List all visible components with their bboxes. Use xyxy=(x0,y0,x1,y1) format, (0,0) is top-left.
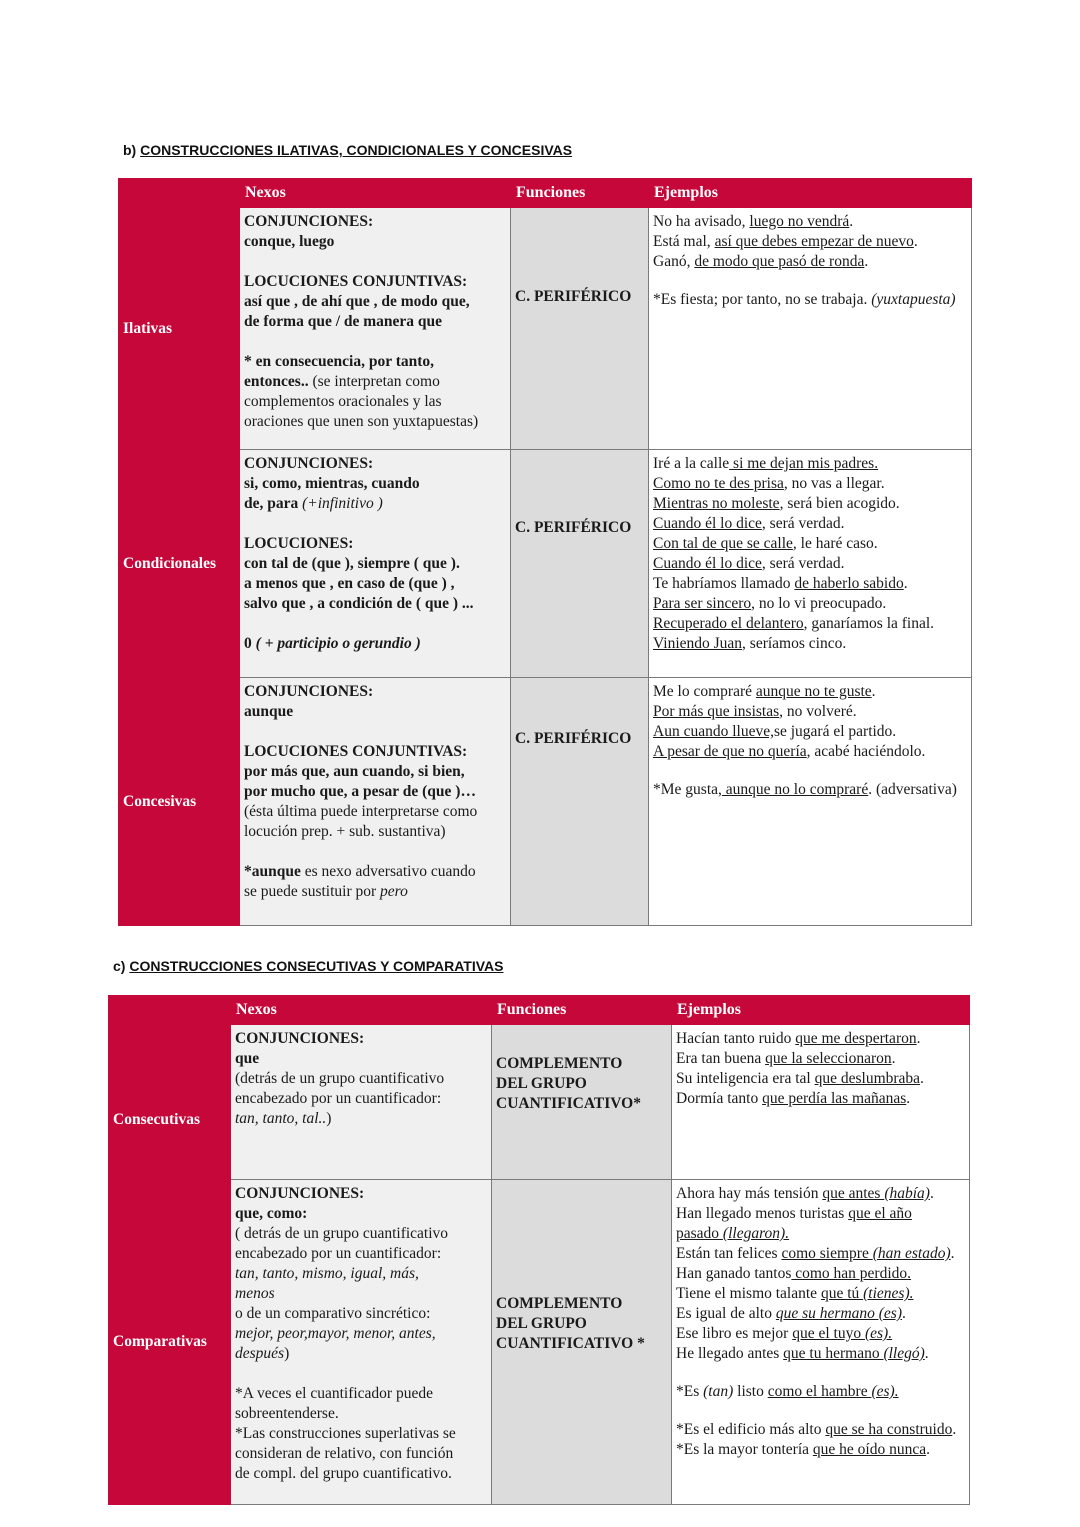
table-row-condicionales xyxy=(119,450,972,678)
row-label-comparativas: Comparativas xyxy=(109,1180,231,1505)
example-line: *Es fiesta; por tanto, no se trabaja. (yuxtapuesta) xyxy=(653,291,956,308)
loc-title: LOCUCIONES CONJUNTIVAS: xyxy=(244,273,468,290)
conj-note-italic: después xyxy=(235,1345,285,1362)
note-line: * en consecuencia, por tanto, xyxy=(244,353,435,370)
header-funciones: Funciones xyxy=(492,996,672,1025)
header-funciones: Funciones xyxy=(511,179,649,208)
funcion-line: CUANTIFICATIVO * xyxy=(496,1335,645,1352)
funcion-line: DEL GRUPO xyxy=(496,1315,587,1332)
ejemplos-consecutivas xyxy=(672,1025,970,1180)
row-label-ilativas: Ilativas xyxy=(119,208,240,450)
example-line: Su inteligencia era tal que deslumbraba. xyxy=(676,1070,924,1087)
section-c-title xyxy=(113,958,504,974)
example-line: *Es la mayor tontería que he oído nunca. xyxy=(676,1441,930,1458)
example-line: He llegado antes que tu hermano (llegó). xyxy=(676,1345,929,1362)
conj-list: aunque xyxy=(244,703,294,720)
example-line: Dormía tanto que perdía las mañanas. xyxy=(676,1090,911,1107)
section-b-heading: CONSTRUCCIONES ILATIVAS, CONDICIONALES Y CONCESIVAS xyxy=(140,142,573,158)
funcion-line: CUANTIFICATIVO* xyxy=(496,1095,641,1112)
loc-line: a menos que , en caso de (que ) , xyxy=(244,575,455,592)
conj-line: de, para xyxy=(244,495,299,512)
paren-note: locución prep. + sub. sustantiva) xyxy=(244,823,446,840)
example-line: Por más que insistas, no volveré. xyxy=(653,703,857,720)
table-consecutivas-comparativas xyxy=(108,995,970,1505)
funcion-line: COMPLEMENTO xyxy=(496,1295,623,1312)
ejemplos-ilativas xyxy=(649,208,972,450)
row-label-consecutivas: Consecutivas xyxy=(109,1025,231,1180)
example-line: Te habríamos llamado de haberlo sabido. xyxy=(653,575,908,592)
example-line: Está mal, así que debes empezar de nuevo. xyxy=(653,233,918,250)
nexos-comparativas xyxy=(231,1180,492,1505)
example-line: Están tan felices como siempre (han estado). xyxy=(676,1245,955,1262)
section-c-prefix: c) xyxy=(113,958,126,974)
example-line: Como no te des prisa, no vas a llegar. xyxy=(653,475,885,492)
example-line: Era tan buena que la seleccionaron. xyxy=(676,1050,896,1067)
example-line: Mientras no moleste, será bien acogido. xyxy=(653,495,900,512)
section-b-title xyxy=(123,142,572,158)
example-line: *Es (tan) listo como el hambre (es). xyxy=(676,1383,899,1400)
example-line: Recuperado el delantero, ganaríamos la final. xyxy=(653,615,935,632)
example-line: Es igual de alto que su hermano (es). xyxy=(676,1305,906,1322)
conj-note-italic: mejor, peor,mayor, menor, antes, xyxy=(235,1325,436,1342)
example-line: *Es el edificio más alto que se ha construido. xyxy=(676,1421,957,1438)
header-empty xyxy=(119,179,240,208)
funcion-concesivas: C. PERIFÉRICO xyxy=(511,678,649,926)
note-text: oraciones que unen son yuxtapuestas) xyxy=(244,413,479,430)
footnote: *A veces el cuantificador puede xyxy=(235,1385,433,1402)
header-ejemplos: Ejemplos xyxy=(649,179,972,208)
example-line: Tiene el mismo talante que tú (tienes). xyxy=(676,1285,914,1302)
loc-title: LOCUCIONES: xyxy=(244,535,354,552)
ejemplos-concesivas xyxy=(649,678,972,926)
example-line: Hacían tanto ruido que me despertaron. xyxy=(676,1030,921,1047)
footnote: sobreentenderse. xyxy=(235,1405,339,1422)
example-line: Han llegado menos turistas que el año xyxy=(676,1205,912,1222)
conj-note: ( detrás de un grupo cuantificativo xyxy=(235,1225,449,1242)
note-italic: pero xyxy=(380,883,408,900)
conj-note: ) xyxy=(284,1345,290,1362)
example-line: Me lo compraré aunque no te guste. xyxy=(653,683,876,700)
example-line: Ahora hay más tensión que antes (había). xyxy=(676,1185,934,1202)
loc-line: por mucho que, a pesar de (que )… xyxy=(244,783,476,800)
ejemplos-comparativas xyxy=(672,1180,970,1505)
section-b-prefix: b) xyxy=(123,142,137,158)
loc-line: así que , de ahí que , de modo que, xyxy=(244,293,470,310)
conj-line: si, como, mientras, cuando xyxy=(244,475,420,492)
row-label-concesivas: Concesivas xyxy=(119,678,240,926)
example-line: Cuando él lo dice, será verdad. xyxy=(653,515,845,532)
conj-title: CONJUNCIONES: xyxy=(235,1185,365,1202)
example-line: Para ser sincero, no lo vi preocupado. xyxy=(653,595,887,612)
example-line: *Me gusta, aunque no lo compraré. (adversativa) xyxy=(653,781,957,798)
nexos-condicionales xyxy=(240,450,511,678)
conj-note-italic: menos xyxy=(235,1285,275,1302)
zero-note: ( + participio o gerundio ) xyxy=(255,635,421,652)
conj-note-italic: tan, tanto, mismo, igual, más, xyxy=(235,1265,419,1282)
conj-list: que xyxy=(235,1050,260,1067)
funcion-consecutivas xyxy=(492,1025,672,1180)
zero-marker: 0 xyxy=(244,635,256,652)
section-c-heading: CONSTRUCCIONES CONSECUTIVAS Y COMPARATIVAS xyxy=(129,958,504,974)
footnote: *Las construcciones superlativas se xyxy=(235,1425,456,1442)
table-row-ilativas xyxy=(119,208,972,450)
example-line: Cuando él lo dice, será verdad. xyxy=(653,555,845,572)
nexos-ilativas xyxy=(240,208,511,450)
note-bold: *aunque xyxy=(244,863,301,880)
header-ejemplos: Ejemplos xyxy=(672,996,970,1025)
footnote: de compl. del grupo cuantificativo. xyxy=(235,1465,452,1482)
loc-line: de forma que / de manera que xyxy=(244,313,443,330)
example-line: Ese libro es mejor que el tuyo (es). xyxy=(676,1325,893,1342)
conj-note: ) xyxy=(326,1110,332,1127)
funcion-comparativas xyxy=(492,1180,672,1505)
conj-note: o de un comparativo sincrético: xyxy=(235,1305,431,1322)
row-label-condicionales: Condicionales xyxy=(119,450,240,678)
example-line: pasado (llegaron). xyxy=(676,1225,790,1242)
conj-note-italic: tan, tanto, tal.. xyxy=(235,1110,327,1127)
conj-title: CONJUNCIONES: xyxy=(235,1030,365,1047)
example-line: Viniendo Juan, seríamos cinco. xyxy=(653,635,847,652)
loc-line: con tal de (que ), siempre ( que ). xyxy=(244,555,460,572)
conj-list: conque, luego xyxy=(244,233,335,250)
example-line: Ganó, de modo que pasó de ronda. xyxy=(653,253,869,270)
example-line: No ha avisado, luego no vendrá. xyxy=(653,213,854,230)
note-text: (se interpretan como xyxy=(308,373,440,390)
example-line: Han ganado tantos como han perdido. xyxy=(676,1265,912,1282)
footnote: consideran de relativo, con función xyxy=(235,1445,454,1462)
loc-line: por más que, aun cuando, si bien, xyxy=(244,763,465,780)
conj-note: encabezado por un cuantificador: xyxy=(235,1090,442,1107)
header-nexos: Nexos xyxy=(231,996,492,1025)
conj-title: CONJUNCIONES: xyxy=(244,213,374,230)
funcion-condicionales: C. PERIFÉRICO xyxy=(511,450,649,678)
table-ilativas-condicionales-concesivas xyxy=(118,178,972,926)
conj-note: encabezado por un cuantificador: xyxy=(235,1245,442,1262)
conj-note: (+infinitivo ) xyxy=(298,495,383,512)
note-text: complementos oracionales y las xyxy=(244,393,442,410)
table-row-comparativas xyxy=(109,1180,970,1505)
note-text: es nexo adversativo cuando xyxy=(300,863,476,880)
nexos-concesivas xyxy=(240,678,511,926)
table-header-row xyxy=(119,179,972,208)
note-text: se puede sustituir por xyxy=(244,883,381,900)
table-row-concesivas xyxy=(119,678,972,926)
table-header-row xyxy=(109,996,970,1025)
nexos-consecutivas xyxy=(231,1025,492,1180)
example-line: Con tal de que se calle, le haré caso. xyxy=(653,535,878,552)
header-empty xyxy=(109,996,231,1025)
ejemplos-condicionales xyxy=(649,450,972,678)
funcion-ilativas: C. PERIFÉRICO xyxy=(511,208,649,450)
loc-title: LOCUCIONES CONJUNTIVAS: xyxy=(244,743,468,760)
note-bold: entonces.. xyxy=(244,373,309,390)
conj-title: CONJUNCIONES: xyxy=(244,683,374,700)
example-line: Iré a la calle si me dejan mis padres. xyxy=(653,455,879,472)
example-line: A pesar de que no quería, acabé haciéndolo. xyxy=(653,743,926,760)
example-line: Aun cuando llueve,se jugará el partido. xyxy=(653,723,897,740)
table-row-consecutivas xyxy=(109,1025,970,1180)
conj-title: CONJUNCIONES: xyxy=(244,455,374,472)
funcion-line: COMPLEMENTO xyxy=(496,1055,623,1072)
conj-note: (detrás de un grupo cuantificativo xyxy=(235,1070,445,1087)
conj-list: que, como: xyxy=(235,1205,308,1222)
loc-line: salvo que , a condición de ( que ) ... xyxy=(244,595,474,612)
paren-note: (ésta última puede interpretarse como xyxy=(244,803,478,820)
header-nexos: Nexos xyxy=(240,179,511,208)
funcion-line: DEL GRUPO xyxy=(496,1075,587,1092)
